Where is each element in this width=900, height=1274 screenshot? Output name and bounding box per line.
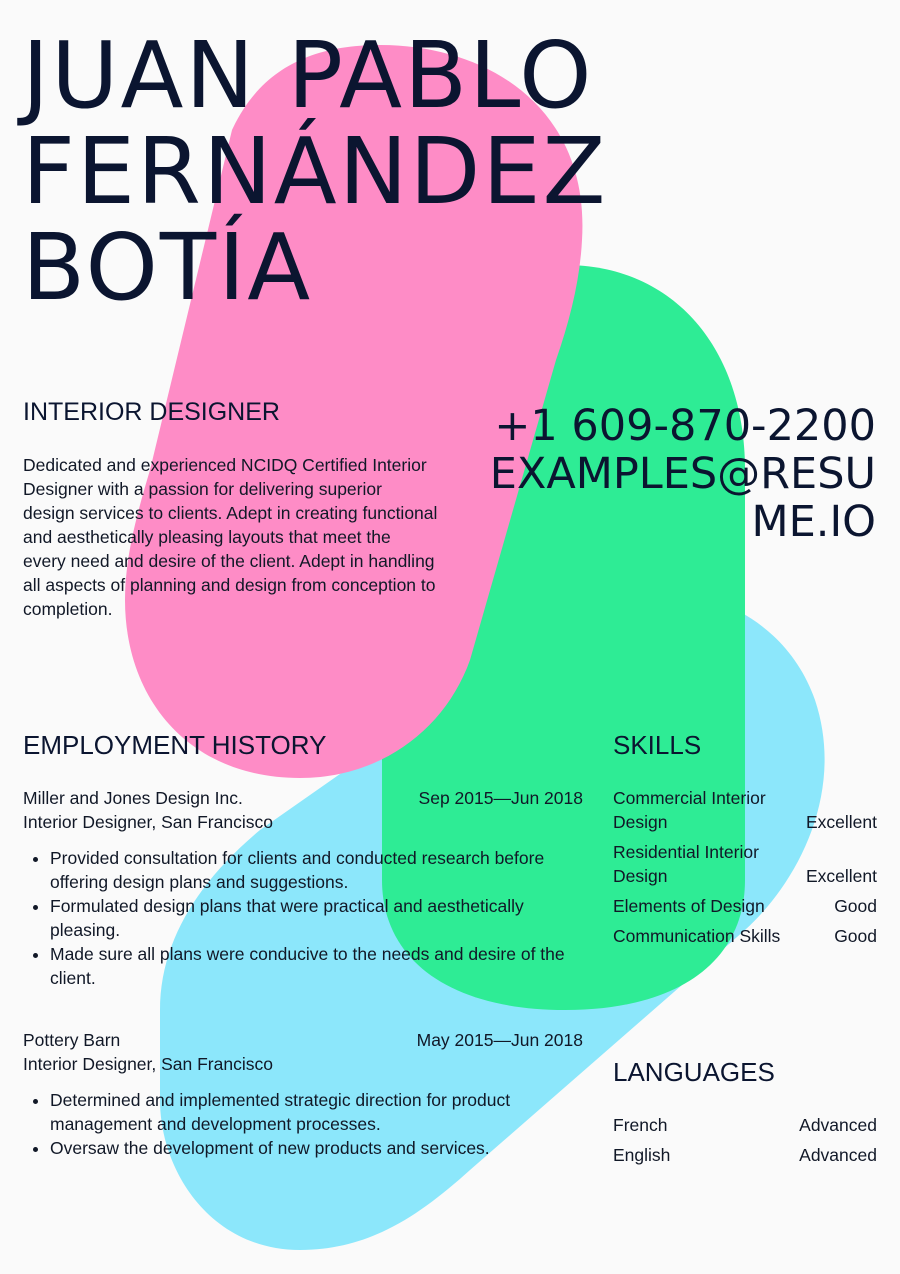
name-line: JUAN PABLO (22, 22, 594, 129)
contact-block (476, 402, 876, 546)
job-bullet: • Determined and implemented strategic direction for product management and development processes. (50, 1088, 583, 1136)
email-address[interactable]: EXAMPLES@RESUME.IO (489, 449, 876, 547)
job-entry (23, 1028, 583, 1160)
language-name: French (613, 1115, 668, 1135)
job-bullet: • Made sure all plans were conducive to the needs and desire of the client. (50, 942, 583, 990)
name-line: FERNÁNDEZ (22, 118, 608, 225)
languages-heading: LANGUAGES (613, 1057, 775, 1087)
skill-name: Communication Skills (613, 926, 781, 946)
job-role: Interior Designer, San Francisco (23, 1054, 273, 1074)
company-name: Miller and Jones Design Inc. (23, 788, 243, 808)
phone-number[interactable]: +1 609-870-2200 (494, 401, 876, 451)
skill-level: Excellent (805, 866, 877, 886)
skill-item (613, 786, 877, 834)
job-bullets (23, 1088, 583, 1160)
job-role: Interior Designer, San Francisco (23, 812, 273, 832)
skill-item (613, 840, 877, 888)
language-level: Advanced (799, 1145, 877, 1165)
skill-item (613, 924, 877, 948)
name-line: BOTÍA (22, 214, 313, 321)
job-dates: Sep 2015—Jun 2018 (418, 788, 583, 808)
skills-heading: SKILLS (613, 730, 702, 760)
job-bullet: • Provided consultation for clients and conducted research before offering design plans and suggestions. (50, 846, 583, 894)
job-dates: May 2015—Jun 2018 (416, 1030, 583, 1050)
language-level: Advanced (799, 1115, 877, 1135)
skill-level: Excellent (805, 812, 877, 832)
job-bullet: • Formulated design plans that were practical and aesthetically pleasing. (50, 894, 583, 942)
company-name: Pottery Barn (23, 1030, 121, 1050)
job-bullets (23, 846, 583, 990)
skill-name: Commercial Interior Design (613, 788, 766, 832)
skill-name: Elements of Design (613, 896, 765, 916)
language-item (613, 1113, 877, 1137)
skill-item (613, 894, 877, 918)
job-title: INTERIOR DESIGNER (23, 398, 280, 426)
languages-list (613, 1113, 877, 1173)
skills-list (613, 786, 877, 954)
language-name: English (613, 1145, 671, 1165)
skill-name: Residential Interior Design (613, 842, 759, 886)
language-item (613, 1143, 877, 1167)
employment-heading: EMPLOYMENT HISTORY (23, 730, 327, 760)
profile-summary: Dedicated and experienced NCIDQ Certified Interior Designer with a passion for delivering superior design services to clients. Adept in creating functional and aesthetically pleasing layouts that meet the every need and desire of the client. Adept in handling all aspects of planning and design from conception to completion. (23, 455, 438, 619)
job-entry (23, 786, 583, 990)
full-name (22, 22, 608, 321)
skill-level: Good (834, 926, 877, 946)
job-bullet: • Oversaw the development of new products and services. (50, 1136, 583, 1160)
skill-level: Good (834, 896, 877, 916)
